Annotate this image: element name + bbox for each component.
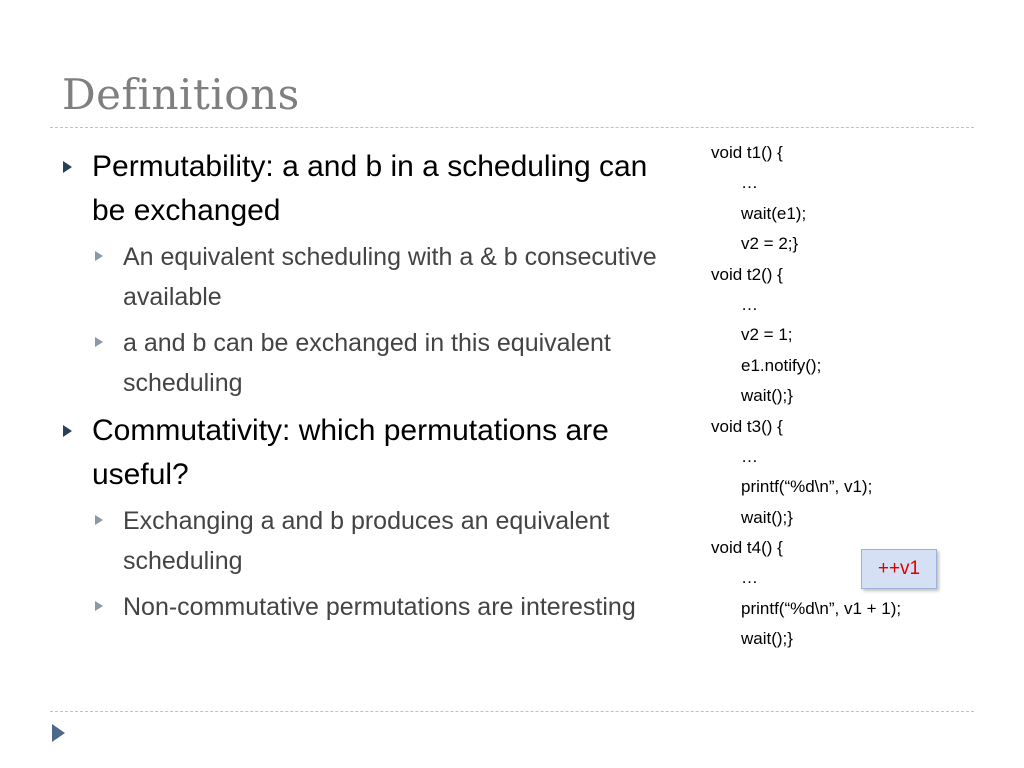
code-line: v2 = 1;: [741, 325, 793, 345]
bullet-text: a and b can be exchanged in this equivalent scheduling: [123, 329, 611, 397]
sub-bullet-item: [60, 237, 660, 317]
code-line: wait();}: [741, 386, 793, 406]
bullet-text: Permutability: a and b in a scheduling can be exchanged: [92, 150, 648, 227]
code-line: printf(“%d\n”, v1 + 1);: [741, 598, 902, 618]
code-line: void t2() {: [711, 264, 783, 284]
bullet-item: [60, 409, 660, 497]
bullet-text: Non-commutative permutations are interesting: [123, 593, 636, 621]
code-line: printf(“%d\n”, v1);: [741, 477, 873, 497]
code-line: …: [741, 446, 758, 466]
sub-bullet-item: [60, 323, 660, 403]
title-divider: [50, 127, 974, 128]
bullet-item: [60, 145, 660, 233]
callout-box: ++v1: [861, 549, 937, 589]
code-line: …: [741, 173, 758, 193]
code-line: v2 = 2;}: [741, 234, 799, 254]
triangle-bullet-icon: [95, 251, 103, 261]
code-line: wait();}: [741, 629, 793, 649]
code-line: wait();}: [741, 507, 793, 527]
triangle-bullet-icon: [63, 161, 72, 173]
bullet-text: An equivalent scheduling with a & b consecutive available: [123, 243, 657, 311]
code-line: …: [741, 568, 758, 588]
code-line: void t1() {: [711, 143, 783, 162]
sub-bullet-item: [60, 587, 660, 627]
code-line: void t3() {: [711, 416, 783, 436]
footer-divider: [50, 711, 974, 712]
triangle-bullet-icon: [95, 515, 103, 525]
triangle-bullet-icon: [63, 425, 72, 437]
bullet-text: Exchanging a and b produces an equivalent scheduling: [123, 507, 610, 575]
triangle-bullet-icon: [95, 601, 103, 611]
code-line: …: [741, 294, 758, 314]
bullet-text: Commutativity: which permutations are useful?: [92, 414, 609, 491]
slide-title: Definitions: [62, 70, 300, 119]
code-line: void t4() {: [711, 538, 783, 558]
sub-bullet-item: [60, 501, 660, 581]
next-slide-arrow-icon[interactable]: [52, 724, 65, 742]
code-line: e1.notify();: [741, 355, 822, 375]
code-line: wait(e1);: [741, 203, 807, 223]
triangle-bullet-icon: [95, 337, 103, 347]
bullet-list: [60, 145, 660, 633]
